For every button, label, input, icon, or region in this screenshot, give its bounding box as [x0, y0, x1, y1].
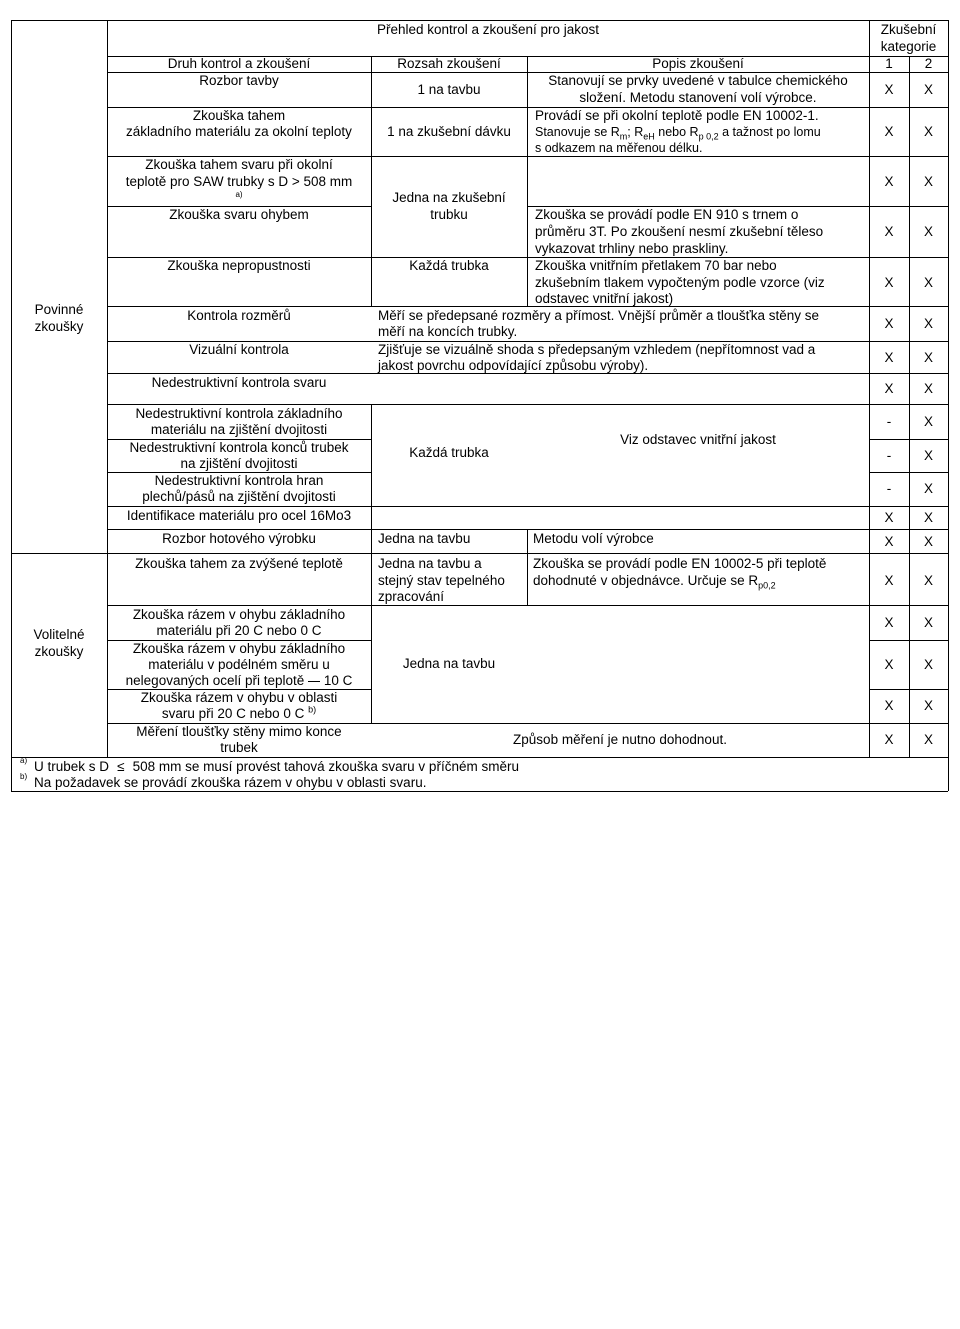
test-description: Metodu volí výrobce [533, 531, 654, 546]
category-header: Zkušební [880, 22, 937, 37]
test-scope: 1 na tavbu [417, 82, 481, 97]
category-header: kategorie [880, 39, 937, 54]
test-description: Viz odstavec vnitřní jakost [620, 432, 776, 447]
column-header-scope: Rozsah zkoušení [397, 56, 501, 71]
group-label-optional: zkoušky [34, 644, 84, 659]
test-name: Rozbor tavby [199, 73, 279, 88]
footnote-ref: a) [235, 190, 243, 199]
test-name: Zkouška tahem svaru při okolní [145, 157, 333, 172]
test-name: Zkouška rázem v ohybu v oblasti [140, 690, 338, 705]
less-or-equal-icon: ≤ [117, 759, 125, 774]
test-name: Zkouška rázem v ohybu základního [132, 607, 346, 622]
category-2-mark: X [923, 534, 933, 549]
category-2-mark: X [923, 316, 933, 331]
category-1-mark: X [884, 275, 894, 290]
test-name: trubek [220, 740, 258, 755]
test-scope: Jedna na zkušební [392, 190, 506, 205]
column-header-category-2: 2 [924, 56, 933, 71]
test-description: Provádí se při okolní teplotě podle EN 10002-1. [535, 108, 819, 123]
minus-sign [308, 681, 320, 682]
category-1-mark: X [884, 224, 894, 239]
test-name: Zkouška svaru ohybem [169, 207, 309, 222]
test-scope: stejný stav tepelného [378, 573, 505, 588]
test-description: průměru 3T. Po zkoušení nesmí zkušební těleso [535, 224, 824, 239]
category-1-mark: X [884, 615, 894, 630]
footnote-marker: b) [20, 772, 28, 781]
test-name: materiálu při 20 C nebo 0 C [156, 623, 322, 638]
test-name: Zkouška tahem za zvýšené teplotě [135, 556, 343, 571]
category-2-mark: X [923, 381, 933, 396]
test-description: vykazovat trhliny nebo praskliny. [535, 241, 729, 256]
rule [371, 404, 372, 553]
rule [948, 20, 949, 791]
category-2-mark: X [923, 615, 933, 630]
category-1-mark: - [886, 414, 892, 429]
test-name: Zkouška tahem [192, 108, 286, 123]
test-scope: Jedna na tavbu [378, 531, 471, 546]
test-name: Rozbor hotového výrobku [162, 531, 316, 546]
test-description: dohodnuté v objednávce. Určuje se $R_{p0,2}$ [533, 573, 776, 591]
test-name: základního materiálu za okolní teploty [126, 124, 352, 139]
group-label-mandatory: Povinné [34, 302, 84, 317]
test-name: Zkouška nepropustnosti [167, 258, 311, 273]
category-2-mark: X [923, 414, 933, 429]
test-scope: Každá trubka [409, 445, 489, 460]
test-description: jakost povrchu odpovídající způsobu výroby). [378, 358, 649, 373]
category-1-mark: X [884, 657, 894, 672]
category-1-mark: X [884, 573, 894, 588]
test-description: Zkouška vnitřním přetlakem 70 bar nebo [535, 258, 777, 273]
test-name: materiálu na zjištění dvojitosti [150, 422, 328, 437]
test-name: Nedestruktivní kontrola konců trubek [129, 440, 349, 455]
test-name: plechů/pásů na zjištění dvojitosti [142, 489, 336, 504]
rule [107, 605, 948, 606]
test-scope: Každá trubka [409, 258, 489, 273]
rule [11, 757, 948, 758]
test-name: materiálu v podélném směru u [148, 657, 330, 672]
category-1-mark: X [884, 174, 894, 189]
test-description: složení. Metodu stanovení volí výrobce. [579, 90, 817, 105]
category-2-mark: X [923, 573, 933, 588]
group-label-mandatory: zkoušky [34, 319, 84, 334]
category-1-mark: X [884, 698, 894, 713]
column-header-description: Popis zkoušení [652, 56, 744, 71]
rule [909, 56, 910, 757]
rule [11, 20, 948, 21]
category-1-mark: X [884, 124, 894, 139]
test-scope: Jedna na tavbu a [378, 556, 482, 571]
test-description: Stanovují se prvky uvedené v tabulce chemického [548, 73, 848, 88]
category-2-mark: X [923, 275, 933, 290]
footnote-marker: a) [20, 756, 28, 765]
rule [11, 553, 948, 554]
test-name: Nedestruktivní kontrola hran [154, 473, 324, 488]
test-description: Způsob měření je nutno dohodnout. [513, 732, 727, 747]
rule [11, 20, 12, 791]
category-2-mark: X [923, 350, 933, 365]
test-name: Vizuální kontrola [189, 342, 289, 357]
test-scope: trubku [430, 207, 468, 222]
test-description: Zkouška se provádí podle EN 910 s trnem o [535, 207, 799, 222]
group-label-optional: Volitelné [33, 627, 85, 642]
category-1-mark: X [884, 316, 894, 331]
test-scope: zpracování [378, 589, 445, 604]
category-2-mark: X [923, 224, 933, 239]
test-name: Měření tloušťky stěny mimo konce [136, 724, 342, 739]
test-description: Měří se předepsané rozměry a přímost. Vnější průměr a tloušťka stěny se [378, 308, 819, 323]
test-name: Nedestruktivní kontrola základního [135, 406, 343, 421]
test-description: s odkazem na měřenou délku. [535, 141, 703, 155]
test-name: nelegovaných ocelí při teplotě 10 C [125, 673, 353, 688]
test-name: teplotě pro SAW trubky s D > 508 mm [125, 174, 353, 189]
test-description: Zkouška se provádí podle EN 10002-5 při teplotě [533, 556, 827, 571]
category-1-mark: X [884, 381, 894, 396]
test-scope: 1 na zkušební dávku [387, 124, 511, 139]
category-2-mark: X [923, 448, 933, 463]
category-2-mark: X [923, 82, 933, 97]
test-description: měří na koncích trubky. [378, 324, 518, 339]
test-name: na zjištění dvojitosti [180, 456, 298, 471]
category-2-mark: X [923, 698, 933, 713]
test-name: svaru při 20 C nebo 0 C $^{b)}$ [161, 704, 317, 721]
category-2-mark: X [923, 174, 933, 189]
footnote-b: Na požadavek se provádí zkouška rázem v ohybu v oblasti svaru. [34, 775, 427, 790]
category-1-mark: X [884, 510, 894, 525]
rule [107, 306, 948, 307]
rule [371, 553, 372, 723]
column-header-category-1: 1 [885, 56, 893, 71]
column-header-type: Druh kontrol a zkoušení [167, 56, 311, 71]
test-description: odstavec vnitřní jakost) [535, 291, 674, 306]
rule [107, 404, 948, 405]
category-1-mark: X [884, 350, 894, 365]
rule [527, 529, 528, 605]
rule [107, 506, 948, 507]
category-1-mark: X [884, 534, 894, 549]
footnote-a: U trubek s D ≤ 508 mm se musí provést tahová zkouška svaru v příčném směru [34, 759, 519, 774]
category-1-mark: - [886, 481, 892, 496]
category-2-mark: X [923, 732, 933, 747]
category-1-mark: X [884, 732, 894, 747]
test-name: Nedestruktivní kontrola svaru [151, 375, 327, 390]
category-1-mark: X [884, 82, 894, 97]
category-2-mark: X [923, 510, 933, 525]
test-name: Identifikace materiálu pro ocel 16Mo3 [126, 508, 352, 523]
test-name: Zkouška rázem v ohybu základního [132, 641, 346, 656]
test-scope: Jedna na tavbu [402, 656, 496, 671]
test-description: Stanovuje se $R_m$; $R_{eH}$ nebo $R_{p 0,2}$ a tažnost po lomu [535, 125, 821, 142]
category-2-mark: X [923, 657, 933, 672]
category-1-mark: - [886, 448, 892, 463]
test-description: zkušebním tlakem vypočteným podle vzorce (viz [535, 275, 825, 290]
category-2-mark: X [923, 124, 933, 139]
test-name: Kontrola rozměrů [187, 308, 291, 323]
category-2-mark: X [923, 481, 933, 496]
table-title: Přehled kontrol a zkoušení pro jakost [376, 22, 600, 37]
test-description: Zjišťuje se vizuálně shoda s předepsaným vzhledem (nepřítomnost vad a [378, 342, 816, 357]
